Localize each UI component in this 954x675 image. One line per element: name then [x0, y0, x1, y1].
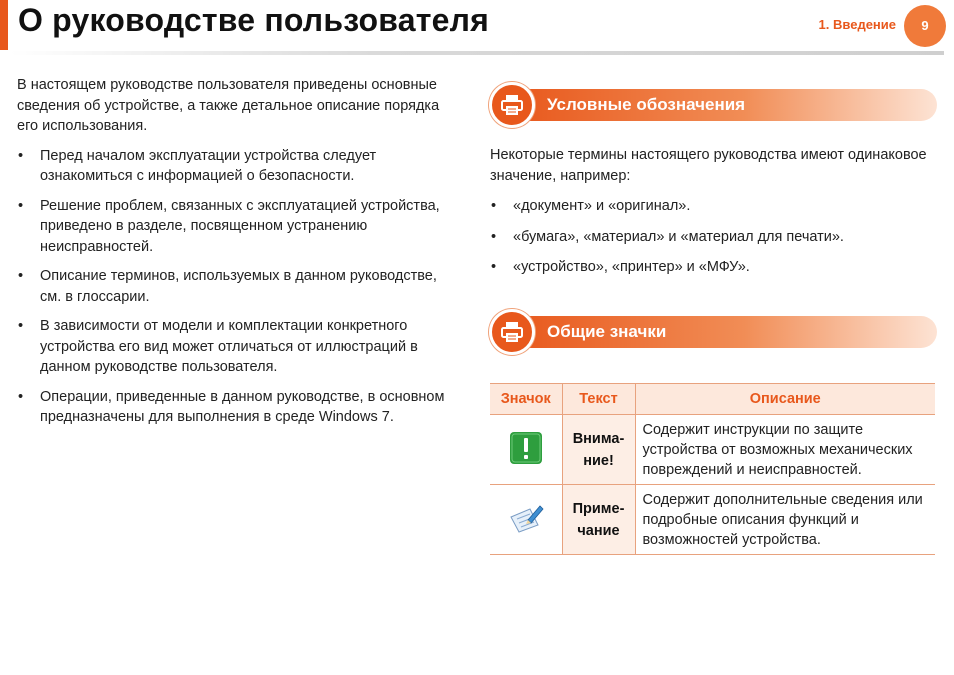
- table-row: [490, 415, 935, 485]
- text-cell: [562, 415, 635, 485]
- breadcrumb[interactable]: 1. Введение: [818, 17, 896, 32]
- list-item: • Описание терминов, используемых в данном руководстве, см. в глоссарии.: [17, 266, 462, 307]
- label-line: Приме-: [572, 500, 625, 517]
- icon-cell: [490, 485, 562, 555]
- conventions-intro: Некоторые термины настоящего руководства имеют одинаковое значение, например:: [490, 147, 927, 184]
- note-pencil-icon: [508, 503, 544, 533]
- label-line: чание: [577, 522, 620, 539]
- column-header-icon: Значок: [490, 384, 562, 415]
- warning-exclamation-icon: [509, 431, 543, 465]
- list-item: • Решение проблем, связанных с эксплуатацией устройства, приведено в разделе, посвященном устранению неисправностей.: [17, 196, 462, 258]
- page-title: О руководстве пользователя: [18, 2, 489, 38]
- list-item: • В зависимости от модели и комплектации конкретного устройства его вид может отличаться от иллюстраций в данном руководстве пользователя.: [17, 316, 462, 378]
- column-header-description: Описание: [635, 384, 935, 415]
- printer-circle-badge: [489, 82, 535, 128]
- list-item: • Операции, приведенные в данном руководстве, в основном предназначены для выполнения в среде Windows 7.: [17, 387, 462, 428]
- intro-paragraph: В настоящем руководстве пользователя приведены основные сведения об устройстве, а также детальное описание порядка его использования.: [17, 77, 440, 134]
- icons-table: [490, 383, 935, 555]
- label-line: ние!: [583, 452, 614, 469]
- printer-icon: [500, 320, 524, 344]
- section-heading: Условные обозначения: [547, 95, 746, 114]
- table-row: [490, 485, 935, 555]
- list-item: • Перед началом эксплуатации устройства следует ознакомиться с информацией о безопасности.: [17, 146, 462, 187]
- section-heading: Общие значки: [547, 322, 667, 341]
- title-divider: [10, 51, 944, 55]
- intro-bullet-list: [17, 146, 462, 428]
- label-line: Внима-: [572, 430, 625, 447]
- conventions-text: [490, 145, 936, 278]
- title-accent-bar: [0, 0, 8, 50]
- page-number-badge: 9: [904, 5, 946, 47]
- list-item: • «устройство», «принтер» и «МФУ».: [490, 257, 936, 278]
- icon-cell: [490, 415, 562, 485]
- column-header-text: Текст: [562, 384, 635, 415]
- left-column: [17, 75, 462, 437]
- table-header-row: [490, 384, 935, 415]
- printer-icon: [500, 93, 524, 117]
- description-cell: Содержит инструкции по защите устройства от возможных механических повреждений и неисправностей.: [635, 415, 935, 485]
- section-header-common-icons: [489, 309, 937, 355]
- list-item: • «бумага», «материал» и «материал для печати».: [490, 227, 936, 248]
- text-cell: [562, 485, 635, 555]
- printer-circle-badge: [489, 309, 535, 355]
- list-item: • «документ» и «оригинал».: [490, 196, 936, 217]
- description-cell: Содержит дополнительные сведения или подробные описания функций и возможностей устройства.: [635, 485, 935, 555]
- section-header-conventions: [489, 82, 937, 128]
